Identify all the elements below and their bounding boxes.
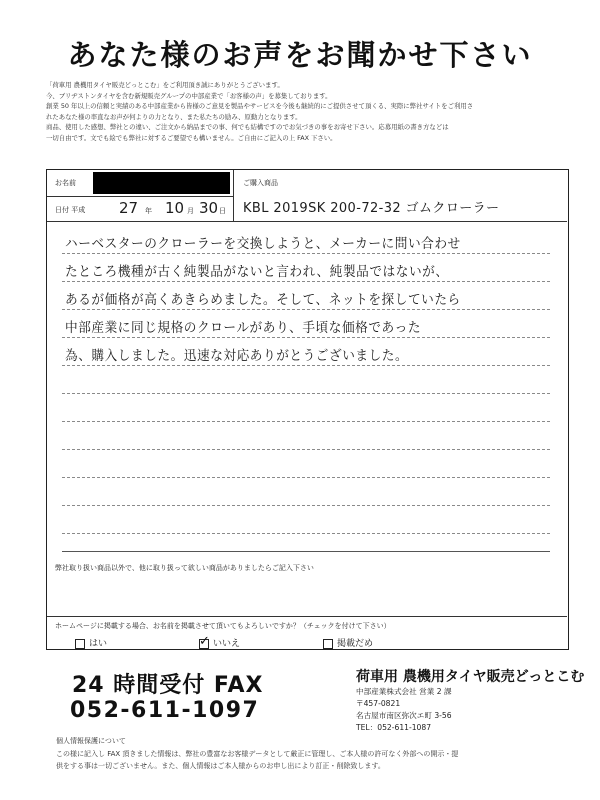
option-anonymous[interactable]: 掲載だめ [323, 636, 373, 649]
intro-line: れたあなた様の率直なお声が何よりの力となり、また私たちの励み、原動力となります。 [46, 112, 302, 121]
telephone: TEL：052-611-1087 [356, 723, 432, 732]
divider [47, 616, 567, 617]
fax-label: 24 時間受付 FAX [72, 673, 264, 698]
intro-line: 一切自由です。文でも絵でも弊社に対するご要望でも構いません。ご自由にご記入の上 FAX 下さい。 [46, 133, 337, 142]
intro-line: 今、ブリヂストンタイヤを含む新規販売グループの中部産業で「お客様の声」を募集しております。 [46, 91, 332, 100]
date-label: 日付 平成 [55, 206, 86, 214]
divider [47, 196, 233, 197]
feedback-form [46, 169, 569, 650]
intro-line: 商品、使用した感想、弊社との違い、ご注文から納品までの事、何でも結構ですのでお気づきの事をお寄せ下さい。応募用紙の書き方などは [46, 123, 449, 132]
option-no[interactable]: ✓ いいえ [199, 633, 241, 649]
date-day-value[interactable]: 30 [199, 199, 219, 217]
date-month-value[interactable]: 10 [165, 199, 185, 217]
fax-number[interactable]: 052-611-1097 [70, 698, 260, 723]
redacted-name [93, 172, 230, 194]
comment-line: 中部産業に同じ規格のクロールがあり、手頃な価格であった [65, 320, 422, 336]
comment-line: たところ機種が古く純製品がないと言われ、純製品ではないが、 [65, 264, 449, 280]
intro-line: 「荷車用 農機用タイヤ販売どっとこむ」をご利用頂き誠にありがとうございます。 [46, 81, 284, 89]
intro-line: 創業 50 年以上の信頼と実績のある中部産業から皆様のご意見を製品やサービスを今後も継続的にご提供させて頂くる、実際に弊社サイトをご利用さ [46, 102, 474, 111]
checkbox-no[interactable] [199, 633, 210, 649]
homepage-question: ホームページに掲載する場合、お名前を掲載させて頂いてもよろしいですか？（チェックを付けて下さい） [55, 622, 391, 630]
checkbox-anonymous[interactable] [323, 639, 333, 649]
day-unit: 日 [219, 207, 226, 215]
other-products-area[interactable] [55, 574, 560, 614]
comment-line: ハーベスターのクローラーを交換しようと、メーカーに問い合わせ [65, 236, 461, 252]
shop-name: 荷車用 農機用タイヤ販売どっとこむ [356, 669, 585, 685]
privacy-title: 個人情報保護について [56, 737, 126, 745]
page-title: あなた様のお声をお聞かせ下さい [67, 38, 533, 72]
name-label: お名前 [55, 179, 76, 187]
product-label: ご購入商品 [243, 179, 278, 187]
comment-line: 為、購入しました。迅速な対応ありがとうございました。 [65, 348, 409, 364]
date-year-value[interactable]: 27 [119, 199, 139, 217]
intro-text [46, 80, 571, 144]
year-unit: 年 [145, 207, 152, 215]
option-yes[interactable]: はい [75, 636, 107, 649]
postal-code: 〒457-0821 [356, 699, 401, 708]
product-value[interactable]: KBL 2019SK 200-72-32 ゴムクローラー [243, 201, 500, 216]
other-products-label: 弊社取り扱い商品以外で、他に取り扱って欲しい商品がありましたらご記入下さい [55, 564, 314, 572]
divider [233, 170, 234, 221]
company-name: 中部産業株式会社 営業 2 課 [356, 687, 452, 696]
privacy-line: 供をする事は一切ございません。また、個人情報はご本人様からのお申し出により訂正・削除致します。 [56, 762, 385, 770]
privacy-line: この様に記入し FAX 頂きました情報は、弊社の豊富なお客様データとして厳正に管理し、ご本人様の許可なく外部への開示・提 [56, 750, 459, 758]
check-mark-icon: ✓ [199, 633, 210, 649]
month-unit: 月 [187, 207, 194, 215]
divider [47, 221, 567, 222]
checkbox-yes[interactable] [75, 639, 85, 649]
address: 名古屋市南区弥次エ町 3-56 [356, 711, 452, 720]
comment-line: あるが価格が高くあきらめました。そして、ネットを探していたら [65, 292, 461, 308]
